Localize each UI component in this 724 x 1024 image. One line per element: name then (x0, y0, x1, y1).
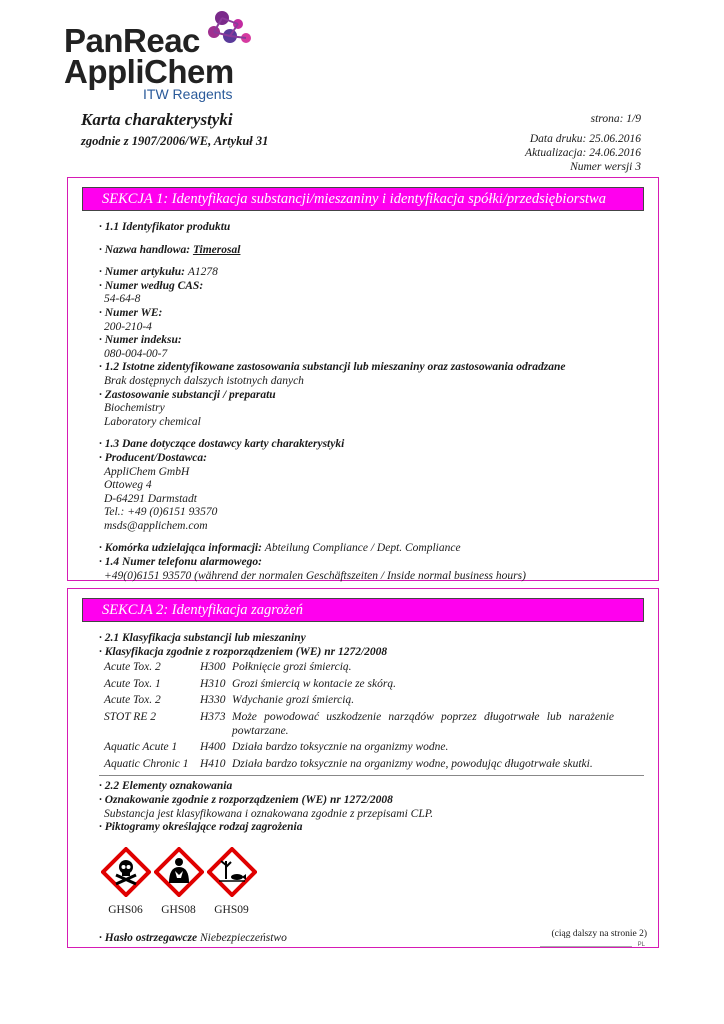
hazard-category: STOT RE 2 (104, 710, 156, 723)
labelling-value: Substancja jest klasyfikowana i oznakowana zgodnie z przepisami CLP. (104, 807, 434, 820)
hazard-statement: Działa bardzo toksycznie na organizmy wodne, powodując długotrwałe skutki. (232, 757, 593, 770)
document-subtitle: zgodnie z 1907/2006/WE, Artykuł 31 (81, 134, 269, 148)
version-number: Numer wersji 3 (570, 161, 641, 173)
skull-crossbones-icon (101, 847, 151, 897)
pictogram-ghs06 (99, 847, 152, 918)
producer-phone: Tel.: +49 (0)6151 93570 (104, 506, 218, 519)
language-code: PL (637, 942, 645, 948)
section-1-title: SEKCJA 1: Identyfikacja substancji/mieszaniny i identyfikacja spółki/przedsiębiorstwa (82, 187, 644, 211)
classification-row (104, 756, 614, 773)
logo-line3: ITW Reagents (143, 86, 233, 102)
hazard-code: H373 (200, 710, 226, 723)
environment-icon (207, 847, 257, 897)
index-value: 080-004-00-7 (104, 347, 168, 360)
divider (99, 775, 644, 776)
hazard-statement: Grozi śmiercią w kontacie ze skórą. (232, 677, 396, 690)
pictogram-ghs09 (205, 847, 258, 918)
substance-use-2: Laboratory chemical (104, 415, 201, 428)
hazard-code: H330 (200, 694, 226, 707)
we-value: 200-210-4 (104, 320, 152, 333)
hazard-code: H410 (200, 757, 226, 770)
classification-row (104, 659, 614, 676)
classification-row (104, 739, 614, 756)
producer-city: D-64291 Darmstadt (104, 492, 197, 505)
print-date: Data druku: 25.06.2016 (529, 133, 641, 145)
index-label: · Numer indeksu: (99, 334, 182, 347)
article-number-label: · Numer artykułu: (99, 266, 185, 279)
section-2-title: SEKCJA 2: Identyfikacja zagrożeń (82, 598, 644, 622)
pictogram-code: GHS08 (161, 904, 196, 917)
hazard-category: Acute Tox. 1 (104, 677, 161, 690)
update-date: Aktualizacja: 24.06.2016 (525, 147, 641, 159)
producer-label: · Producent/Dostawca: (99, 451, 207, 464)
pictogram-ghs08 (152, 847, 205, 918)
article-number-value: A1278 (187, 266, 218, 279)
label-elements-heading: · 2.2 Elementy oznakowania (99, 780, 233, 793)
document-header (81, 110, 268, 149)
footer-line (540, 946, 632, 947)
pictogram-list (99, 847, 658, 918)
hazard-code: H400 (200, 741, 226, 754)
relevant-uses-heading: · 1.2 Istotne zidentyfikowane zastosowania substancji lub mieszaniny oraz zastosowania odradzane (99, 361, 566, 374)
document-title: Karta charakterystyki (81, 110, 233, 129)
signal-word-value: Niebezpieczeństwo (199, 931, 287, 944)
producer-name: AppliChem GmbH (104, 465, 190, 478)
hazard-code: H310 (200, 677, 226, 690)
hazard-code: H300 (200, 661, 226, 674)
classification-table (104, 659, 614, 772)
hazard-category: Aquatic Chronic 1 (104, 757, 189, 770)
producer-street: Ottoweg 4 (104, 479, 152, 492)
relevant-uses-value: Brak dostępnych dalszych istotnych danych (104, 374, 304, 387)
pictogram-code: GHS09 (214, 904, 249, 917)
hazard-statement: Połknięcie grozi śmiercią. (232, 661, 352, 674)
cas-label: · Numer według CAS: (99, 279, 204, 292)
section-1-content (68, 221, 658, 583)
trade-name-value: Timerosal (192, 243, 241, 256)
hazard-category: Acute Tox. 2 (104, 661, 161, 674)
section-2-content (68, 632, 658, 946)
section-1 (67, 177, 659, 581)
substance-use-label: · Zastosowanie substancji / preparatu (99, 388, 276, 401)
company-logo (64, 18, 254, 102)
cas-value: 54-64-8 (104, 293, 141, 306)
labelling-label: · Oznakowanie zgodnie z rozporządzeniem (WE) nr 1272/2008 (99, 793, 393, 806)
hazard-category: Aquatic Acute 1 (104, 741, 178, 754)
continued-note: (ciąg dalszy na stronie 2) (551, 929, 647, 939)
producer-email: msds@applichem.com (104, 519, 208, 532)
page-number: strona: 1/9 (590, 113, 641, 125)
pictogram-code: GHS06 (108, 904, 143, 917)
logo-line1: PanReac (64, 22, 200, 59)
classification-row (104, 692, 614, 709)
we-label: · Numer WE: (99, 306, 163, 319)
hazard-statement: Działa bardzo toksycznie na organizmy wodne. (232, 741, 449, 754)
hazard-statement: Może powodować uszkodzenie narządów poprzez długotrwałe lub narażenie powtarzane. (232, 710, 614, 737)
signal-word-label: · Hasło ostrzegawcze (99, 931, 198, 944)
trade-name-label: · Nazwa handlowa: (99, 243, 191, 256)
classification-heading: · 2.1 Klasyfikacja substancji lub mieszaniny (99, 632, 306, 644)
classification-row (104, 709, 614, 739)
section-2 (67, 588, 659, 948)
emergency-phone-value: +49(0)6151 93570 (während der normalen Geschäftszeiten / Inside normal business hours) (104, 569, 526, 582)
hazard-statement: Wdychanie grozi śmiercią. (232, 694, 355, 707)
supplier-heading: · 1.3 Dane dotyczące dostawcy karty charakterystyki (99, 438, 345, 451)
logo-line2: AppliChem (64, 53, 234, 90)
document-meta (525, 112, 641, 174)
hazard-category: Acute Tox. 2 (104, 694, 161, 707)
health-hazard-icon (154, 847, 204, 897)
info-unit-label: · Komórka udzielająca informacji: (99, 542, 262, 555)
product-identifier-heading: · 1.1 Identyfikator produktu (99, 221, 231, 233)
classification-row (104, 676, 614, 693)
substance-use-1: Biochemistry (104, 402, 165, 415)
pictograms-label: · Piktogramy określające rodzaj zagrożenia (99, 821, 303, 834)
classification-label: · Klasyfikacja zgodnie z rozporządzeniem (WE) nr 1272/2008 (99, 645, 388, 658)
info-unit-value: Abteilung Compliance / Dept. Compliance (264, 542, 461, 555)
emergency-phone-heading: · 1.4 Numer telefonu alarmowego: (99, 556, 262, 569)
